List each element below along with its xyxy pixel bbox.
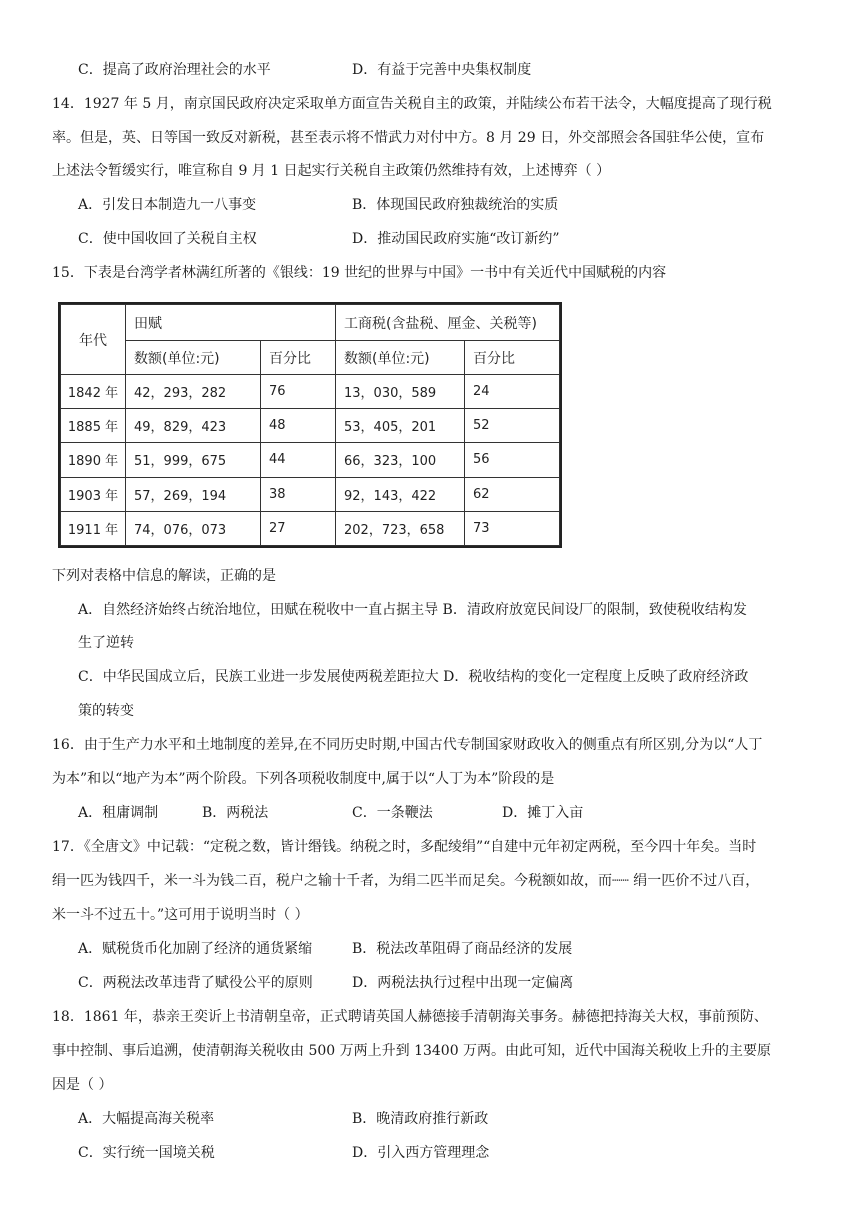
land-percent-cell: 48 — [261, 409, 336, 443]
land-percent-cell: 27 — [261, 511, 336, 545]
q17-option-c: C．两税法改革违背了赋役公平的原则 — [78, 975, 313, 991]
table-header-industrial-tax: 工商税(含盐税、厘金、关税等) — [336, 305, 560, 341]
q13-option-d: D．有益于完善中央集权制度 — [352, 62, 532, 78]
table-header-land-percent: 百分比 — [261, 341, 336, 375]
q18-stem-line-2: 事中控制、事后追溯，使清朝海关税收由 500 万两上升到 13400 万两。由此可知，近代中国海关税收上升的主要原 — [52, 1043, 772, 1059]
year-cell: 1842 年 — [61, 375, 126, 409]
tax-table — [58, 302, 562, 548]
ind-amount-cell: 13，030，589 — [336, 375, 465, 409]
table-header-land-tax: 田赋 — [126, 305, 336, 341]
q14-option-c: C．使中国收回了关税自主权 — [78, 231, 257, 247]
q14-option-d: D．推动国民政府实施“改订新约” — [352, 231, 560, 247]
q17-stem-line-1: 17．《全唐文》中记载：“定税之数，皆计缗钱。纳税之时，多配绫绢”“自建中元年初定两税，至今四十年矣。当时 — [52, 839, 757, 855]
q15-options-line-4: 策的转变 — [78, 703, 134, 719]
land-amount-cell: 57，269，194 — [126, 477, 261, 511]
q14-option-a: A．引发日本制造九一八事变 — [78, 197, 257, 213]
table-header-ind-percent: 百分比 — [465, 341, 560, 375]
q14-stem-line-1: 14．1927 年 5 月，南京国民政府决定采取单方面宣告关税自主的政策，并陆续公布若干法令，大幅度提高了现行税 — [52, 96, 772, 112]
q18-option-c: C．实行统一国境关税 — [78, 1145, 215, 1161]
ind-amount-cell: 202，723，658 — [336, 511, 465, 545]
q15-question: 下列对表格中信息的解读，正确的是 — [52, 568, 276, 584]
q16-stem-line-1: 16．由于生产力水平和土地制度的差异,在不同历史时期,中国古代专制国家财政收入的侧重点有所区别,分为以“人丁 — [52, 737, 763, 753]
q18-option-b: B．晚清政府推行新政 — [352, 1111, 489, 1127]
table-row — [61, 409, 560, 443]
q18-option-d: D．引入西方管理理念 — [352, 1145, 490, 1161]
land-amount-cell: 42，293，282 — [126, 375, 261, 409]
land-percent-cell: 76 — [261, 375, 336, 409]
q16-stem-line-2: 为本”和以“地产为本”两个阶段。下列各项税收制度中,属于以“人丁为本”阶段的是 — [52, 771, 555, 787]
land-amount-cell: 49，829，423 — [126, 409, 261, 443]
land-amount-cell: 51，999，675 — [126, 443, 261, 477]
q15-stem: 15．下表是台湾学者林满红所著的《银线：19 世纪的世界与中国》一书中有关近代中国赋税的内容 — [52, 265, 667, 281]
table-row — [61, 375, 560, 409]
q16-option-b: B．两税法 — [202, 805, 269, 821]
table-header-year: 年代 — [61, 305, 126, 375]
ind-percent-cell: 56 — [465, 443, 560, 477]
q15-options-line-2: 生了逆转 — [78, 635, 134, 651]
year-cell: 1903 年 — [61, 477, 126, 511]
year-cell: 1890 年 — [61, 443, 126, 477]
q14-stem-line-2: 率。但是，英、日等国一致反对新税，甚至表示将不惜武力对付中方。8 月 29 日，外交部照会各国驻华公使，宣布 — [52, 130, 765, 146]
ind-amount-cell: 53，405，201 — [336, 409, 465, 443]
ind-percent-cell: 52 — [465, 409, 560, 443]
q17-option-a: A．赋税货币化加剧了经济的通货紧缩 — [78, 941, 313, 957]
year-cell: 1885 年 — [61, 409, 126, 443]
q17-option-d: D．两税法执行过程中出现一定偏离 — [352, 975, 574, 991]
q15-options-line-1: A．自然经济始终占统治地位，田赋在税收中一直占据主导 B．清政府放宽民间设厂的限制，致使税收结构发 — [78, 602, 747, 618]
ind-percent-cell: 73 — [465, 511, 560, 545]
ind-percent-cell: 24 — [465, 375, 560, 409]
q14-option-b: B．体现国民政府独裁统治的实质 — [352, 197, 559, 213]
table-row — [61, 443, 560, 477]
ind-percent-cell: 62 — [465, 477, 560, 511]
q15-options-line-3: C．中华民国成立后，民族工业进一步发展使两税差距拉大 D．税收结构的变化一定程度上反映了政府经济政 — [78, 669, 749, 685]
q14-stem-line-3: 上述法令暂缓实行，唯宣称自 9 月 1 日起实行关税自主政策仍然维持有效，上述博弈（ ） — [52, 163, 611, 179]
q18-stem-line-3: 因是（ ） — [52, 1077, 113, 1093]
land-percent-cell: 38 — [261, 477, 336, 511]
table-row — [61, 511, 560, 545]
table-header-land-amount: 数额(单位:元) — [126, 341, 261, 375]
land-percent-cell: 44 — [261, 443, 336, 477]
year-cell: 1911 年 — [61, 511, 126, 545]
q16-option-d: D．摊丁入亩 — [502, 805, 584, 821]
q17-option-b: B．税法改革阻碍了商品经济的发展 — [352, 941, 573, 957]
q16-option-a: A．租庸调制 — [78, 805, 159, 821]
q17-stem-line-2: 绢一匹为钱四千，米一斗为钱二百，税户之输十千者，为绢二匹半而足矣。今税额如故，而┈┈ 绢一匹价不过八百， — [52, 873, 760, 889]
ind-amount-cell: 66，323，100 — [336, 443, 465, 477]
q16-option-c: C．一条鞭法 — [352, 805, 433, 821]
q13-option-c: C．提高了政府治理社会的水平 — [78, 62, 271, 78]
q17-stem-line-3: 米一斗不过五十。”这可用于说明当时（ ） — [52, 907, 309, 923]
q18-stem-line-1: 18．1861 年，恭亲王奕䜣上书清朝皇帝，正式聘请英国人赫德接手清朝海关事务。赫德把持海关大权，事前预防、 — [52, 1009, 768, 1025]
q18-option-a: A．大幅提高海关税率 — [78, 1111, 215, 1127]
land-amount-cell: 74，076，073 — [126, 511, 261, 545]
table-row — [61, 477, 560, 511]
ind-amount-cell: 92，143，422 — [336, 477, 465, 511]
table-header-ind-amount: 数额(单位:元) — [336, 341, 465, 375]
